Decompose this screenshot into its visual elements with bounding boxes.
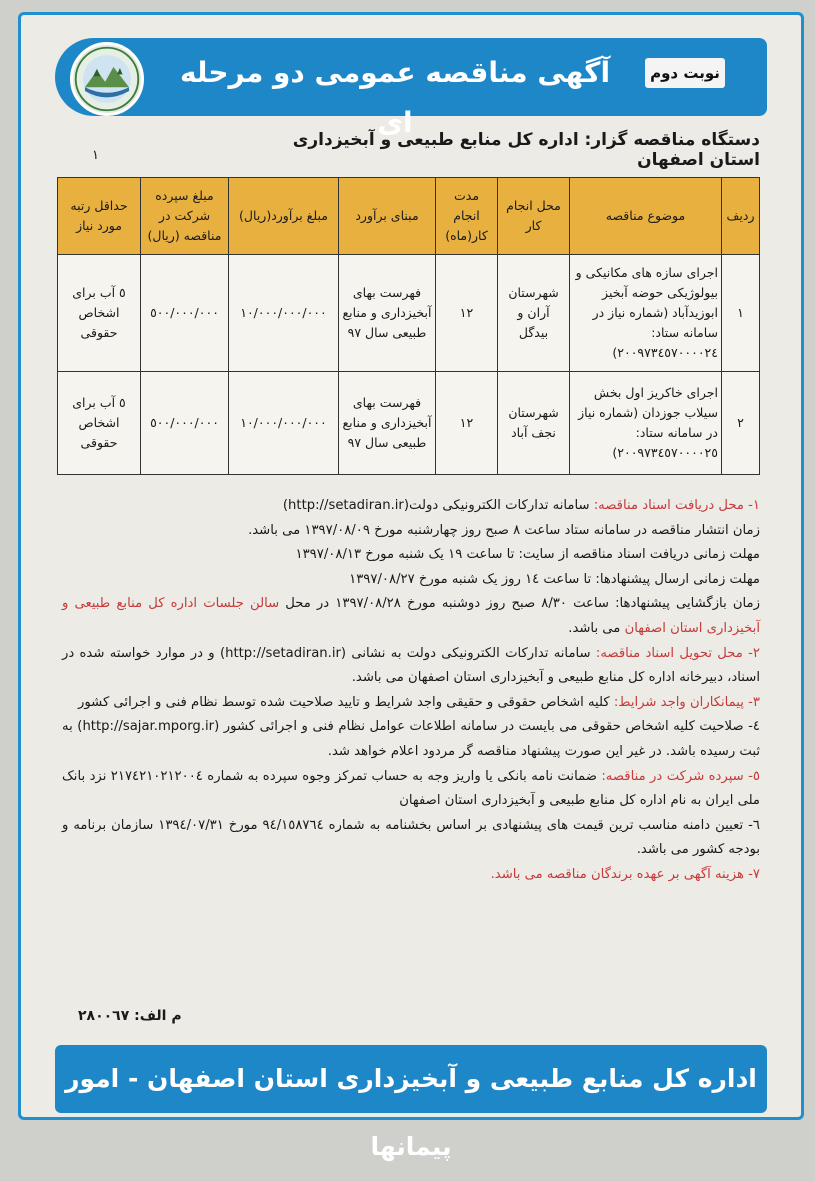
cell-subject: اجرای سازه های مکانیکی و بیولوژیکی حوضه آبخیز ابوزیدآباد (شماره نیاز در سامانه ستاد: ٢٠٠٩٧٣٤٥٧٠٠٠٠٢٤)	[570, 255, 722, 372]
cell-grade: ٥ آب برای اشخاص حقوقی	[58, 372, 141, 475]
header-cell: مبلغ سپرده شرکت در مناقصه (ریال)	[141, 178, 229, 255]
cell-duration: ١٢	[436, 255, 498, 372]
notice-body	[62, 494, 760, 888]
cell-grade: ٥ آب برای اشخاص حقوقی	[58, 255, 141, 372]
cell-basis: فهرست بهای آبخیزداری و منابع طبیعی سال ٩٧	[339, 255, 436, 372]
cell-estimate: ١٠/٠٠٠/٠٠٠/٠٠٠	[229, 372, 339, 475]
round-badge: نوبت دوم	[645, 58, 725, 88]
cell-location: شهرستان آران و بیدگل	[498, 255, 570, 372]
clause-7: ٧- هزینه آگهی بر عهده برندگان مناقصه می باشد.	[490, 866, 760, 882]
venue-text: سالن جلسات اداره کل منابع طبیعی و آبخیزداری استان اصفهان	[62, 596, 760, 636]
clause-text: می باشد.	[568, 620, 625, 636]
table-row	[58, 255, 760, 372]
table-row	[58, 372, 760, 475]
table-header-row	[58, 178, 760, 255]
page-marker: ١	[92, 148, 99, 163]
header-cell: موضوع مناقصه	[570, 178, 722, 255]
cell-estimate: ١٠/٠٠٠/٠٠٠/٠٠٠	[229, 255, 339, 372]
publish-time: زمان انتشار مناقصه در سامانه ستاد ساعت ٨ صبح روز چهارشنبه مورخ ١٣٩٧/٠٨/٠٩ می باشد.	[248, 522, 760, 538]
header-cell: حداقل رتبه مورد نیاز	[58, 178, 141, 255]
header-cell: ردیف	[722, 178, 760, 255]
download-deadline: مهلت زمانی دریافت اسناد مناقصه از سایت: تا ساعت ١٩ یک شنبه مورخ ١٣٩٧/٠٨/١٣	[295, 547, 760, 563]
header-cell: محل انجام کار	[498, 178, 570, 255]
footer-banner: اداره کل منابع طبیعی و آبخیزداری استان اصفهان - امور پیمانها	[55, 1045, 767, 1113]
clause-1	[62, 494, 760, 519]
clause-5	[62, 765, 760, 814]
clause-4: ٤- صلاحیت کلیه اشخاص حقوقی می بایست در سامانه اطلاعات عوامل نظام فنی و اجرائی کشور (http://sajar.mporg.ir) به ثبت رسیده باشد. در غیر این صورت پیشنهاد مناقصه گر مردود اعلام خواهد شد.	[62, 719, 760, 759]
header-cell: مدت انجام کار(ماه)	[436, 178, 498, 255]
cell-deposit: ٥٠٠/٠٠٠/٠٠٠	[141, 255, 229, 372]
organizer-line: دستگاه مناقصه گزار: اداره کل منابع طبیعی و آبخیزداری استان اصفهان	[292, 130, 760, 170]
cell-row: ١	[722, 255, 760, 372]
reference-code: م الف: ٢٨٠٠٦٧	[78, 1008, 182, 1024]
clause-6: ٦- تعیین دامنه مناسب ترین قیمت های پیشنهادی بر اساس بخشنامه به شماره ٩٤/١٥٨٧٦٤ مورخ ١٣٩٤/٠٧/٣١ سازمان برنامه و بودجه کشور می باشد.	[62, 817, 760, 858]
cell-duration: ١٢	[436, 372, 498, 475]
notice-title: آگهی مناقصه عمومی دو مرحله ای	[179, 56, 611, 139]
clause-2	[62, 642, 760, 691]
clause-text: سامانه تدارکات الکترونیکی دولت به نشانی (http://setadiran.ir) و در موارد خواسته شده در اسناد، دبیرخانه اداره کل منابع طبیعی و آبخیزداری استان اصفهان می باشد.	[62, 645, 760, 686]
clause-label: ١- محل دریافت اسناد مناقصه:	[593, 498, 760, 513]
clause-label: ٢- محل تحویل اسناد مناقصه:	[595, 645, 760, 661]
clause-text: زمان بازگشایی پیشنهادها: ساعت ٨/٣٠ صبح روز دوشنبه مورخ ١٣٩٧/٠٨/٢٨ در محل	[279, 596, 760, 612]
opening-time	[62, 592, 760, 641]
clause-label: ٣- پیمانکاران واجد شرایط:	[613, 694, 760, 710]
submission-deadline: مهلت زمانی ارسال پیشنهادها: تا ساعت ١٤ روز یک شنبه مورخ ١٣٩٧/٠٨/٢٧	[349, 571, 760, 587]
cell-location: شهرستان نجف آباد	[498, 372, 570, 475]
cell-row: ٢	[722, 372, 760, 475]
tender-table	[57, 177, 760, 475]
header-cell: مبنای برآورد	[339, 178, 436, 255]
clause-3	[62, 691, 760, 716]
clause-label: ٥- سپرده شرکت در مناقصه:	[601, 768, 760, 784]
cell-subject: اجرای خاکریز اول بخش سیلاب جوزدان (شماره نیاز در سامانه ستاد: ٢٠٠٩٧٣٤٥٧٠٠٠٠٢٥)	[570, 372, 722, 475]
clause-text: ضمانت نامه بانکی یا واریز وجه به حساب تمرکز وجوه سپرده به شماره ٢١٧٤٢١٠٢١٢٠٠٤ نزد بانک ملی ایران به نام اداره کل منابع طبیعی و آبخیزداری استان اصفهان	[62, 768, 760, 809]
header-cell: مبلغ برآورد(ریال)	[229, 178, 339, 255]
organization-emblem-icon	[70, 42, 144, 116]
clause-text: سامانه تدارکات الکترونیکی دولت(http://setadiran.ir)	[282, 498, 594, 513]
clause-text: کلیه اشخاص حقوقی و حقیقی واجد شرایط و تایید صلاحیت شده توسط نظام فنی و اجرائی کشور	[78, 694, 614, 710]
cell-deposit: ٥٠٠/٠٠٠/٠٠٠	[141, 372, 229, 475]
cell-basis: فهرست بهای آبخیزداری و منابع طبیعی سال ٩٧	[339, 372, 436, 475]
